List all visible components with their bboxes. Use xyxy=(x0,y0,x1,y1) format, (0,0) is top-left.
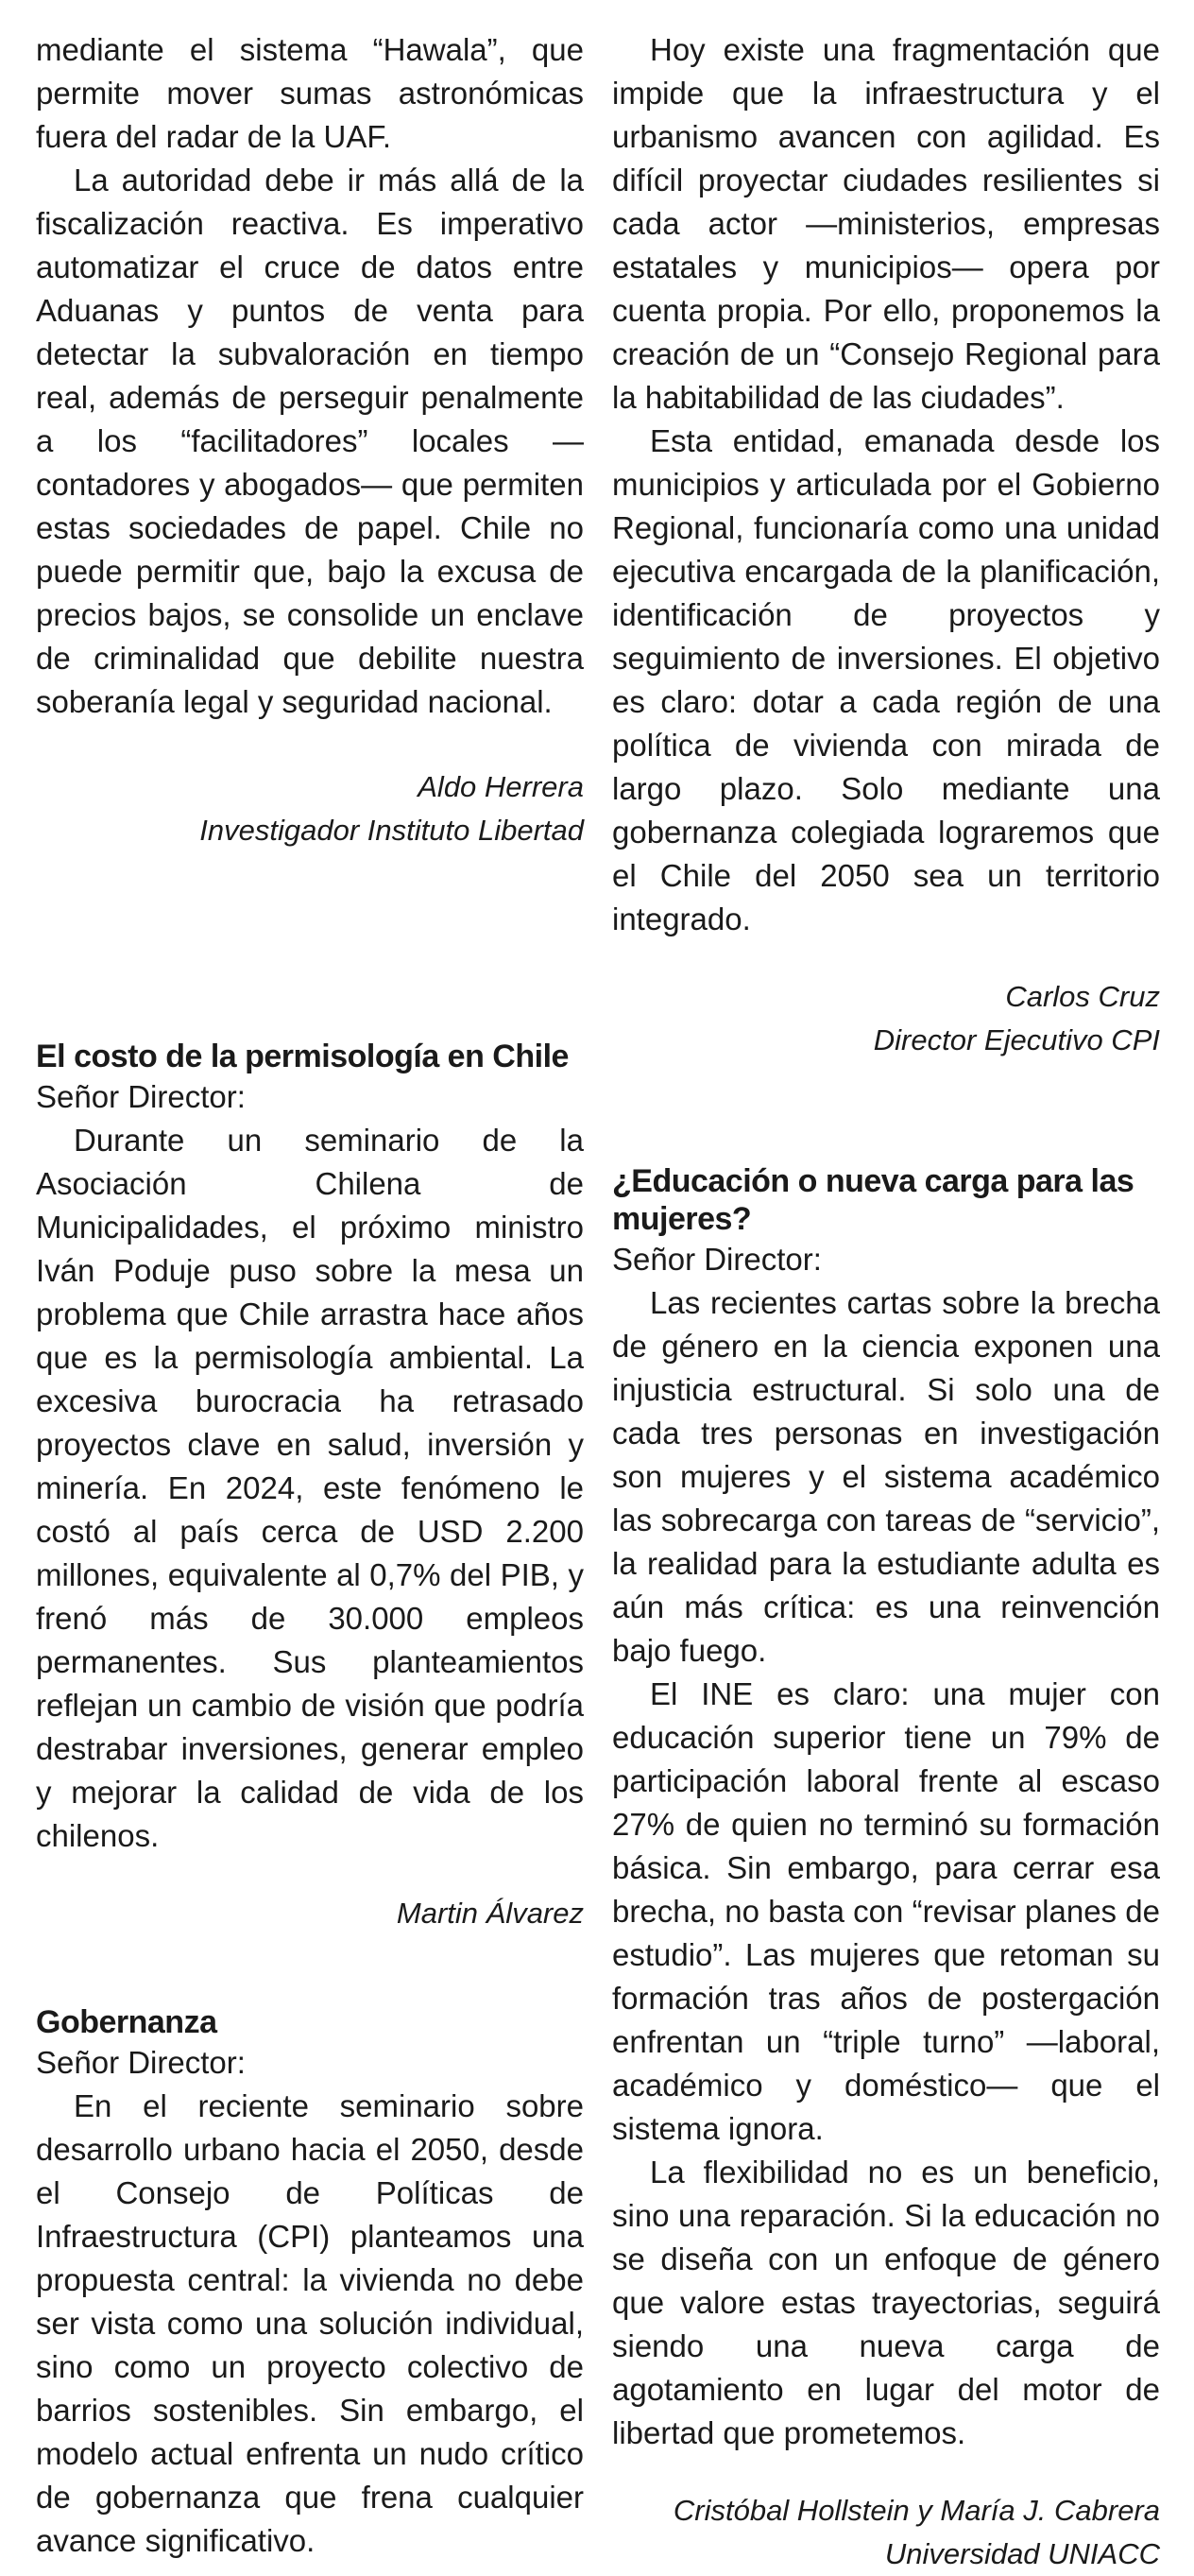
letter-title: El costo de la permisología en Chile xyxy=(36,1039,569,1074)
body-paragraph: Durante un seminario de la Asociación Chilena de Municipalidades, el próximo ministro Iván Poduje puso sobre la mesa un problema que Chile arrastra hace años que es la permisología ambiental. La excesiva burocracia ha retrasado proyectos clave en salud, inversión y minería. En 2024, este fenómeno le costó al país cerca de USD 2.200 millones, equivalente al 0,7% del PIB, y frenó más de 30.000 empleos permanentes. Sus planteamientos reflejan un cambio de visión que podría destrabar inversiones, generar empleo y mejorar la calidad de vida de los chilenos. xyxy=(36,1123,584,1853)
letter-gobernanza xyxy=(36,2003,584,2563)
signature xyxy=(36,765,584,852)
signature-affiliation: Universidad UNIACC xyxy=(884,2537,1160,2570)
salutation: Señor Director: xyxy=(612,1242,822,1277)
signature-name: Martin Álvarez xyxy=(396,1897,584,1930)
body-paragraph: Hoy existe una fragmentación que impide que la infraestructura y el urbanismo avancen con agilidad. Es difícil proyectar ciudades resilientes si cada actor —ministerios, empresas estatales y municipios— opera por cuenta propia. Por ello, proponemos la creación de un “Consejo Regional para la habitabilidad de las ciudades”. xyxy=(612,32,1160,415)
signature-name: Cristóbal Hollstein y María J. Cabrera xyxy=(673,2494,1160,2527)
letter-title: Gobernanza xyxy=(36,2004,217,2040)
letter-permisologia xyxy=(36,1038,584,1935)
signature-name: Aldo Herrera xyxy=(418,770,584,803)
right-column xyxy=(612,28,1160,2570)
body-paragraph: mediante el sistema “Hawala”, que permite mover sumas astronómicas fuera del radar de la UAF. xyxy=(36,32,584,154)
body-paragraph: La autoridad debe ir más allá de la fiscalización reactiva. Es imperativo automatizar el cruce de datos entre Aduanas y puntos de venta para detectar la subvaloración en tiempo real, además de perseguir penalmente a los “facilitadores” locales —contadores y abogados— que permiten estas sociedades de papel. Chile no puede permitir que, bajo la excusa de precios bajos, se consolide un enclave de criminalidad que debilite nuestra soberanía legal y seguridad nacional. xyxy=(36,163,584,719)
letter-continuation-right xyxy=(612,28,1160,1062)
signature xyxy=(612,2489,1160,2576)
signature xyxy=(612,975,1160,1062)
body-paragraph: La flexibilidad no es un beneficio, sino una reparación. Si la educación no se diseña con un enfoque de género que valore estas trayectorias, seguirá siendo una nueva carga de agotamiento en lugar del motor de libertad que prometemos. xyxy=(612,2155,1160,2450)
letter-continuation-left xyxy=(36,28,584,852)
body-paragraph: El INE es claro: una mujer con educación superior tiene un 79% de participación laboral frente al escaso 27% de quien no terminó su formación básica. Sin embargo, para cerrar esa brecha, no basta con “revisar planes de estudio”. Las mujeres que retoman su formación tras años de postergación enfrentan un “triple turno” —laboral, académico y doméstico— que el sistema ignora. xyxy=(612,1676,1160,2146)
signature-affiliation: Investigador Instituto Libertad xyxy=(199,814,584,847)
body-paragraph: En el reciente seminario sobre desarrollo urbano hacia el 2050, desde el Consejo de Políticas de Infraestructura (CPI) planteamos una propuesta central: la vivienda no debe ser vista como una solución individual, sino como un proyecto colectivo de barrios sostenibles. Sin embargo, el modelo actual enfrenta un nudo crítico de gobernanza que frena cualquier avance significativo. xyxy=(36,2088,584,2558)
body-paragraph: Esta entidad, emanada desde los municipios y articulada por el Gobierno Regional, funcionaría como una unidad ejecutiva encargada de la planificación, identificación de proyectos y seguimiento de inversiones. El objetivo es claro: dotar a cada región de una política de vivienda con mirada de largo plazo. Solo mediante una gobernanza colegiada lograremos que el Chile del 2050 sea un territorio integrado. xyxy=(612,423,1160,936)
signature xyxy=(36,1892,584,1935)
letter-title: ¿Educación o nueva carga para las mujeres? xyxy=(612,1163,1134,1237)
salutation: Señor Director: xyxy=(36,2045,246,2080)
signature-affiliation: Director Ejecutivo CPI xyxy=(873,1023,1160,1056)
body-paragraph: Las recientes cartas sobre la brecha de género en la ciencia exponen una injusticia estructural. Si solo una de cada tres personas en investigación son mujeres y el sistema académico las sobrecarga con tareas de “servicio”, la realidad para la estudiante adulta es aún más crítica: es una reinvención bajo fuego. xyxy=(612,1285,1160,1668)
letter-educacion xyxy=(612,1162,1160,2576)
salutation: Señor Director: xyxy=(36,1079,246,1114)
signature-name: Carlos Cruz xyxy=(1005,980,1160,1013)
left-column xyxy=(36,28,584,2558)
